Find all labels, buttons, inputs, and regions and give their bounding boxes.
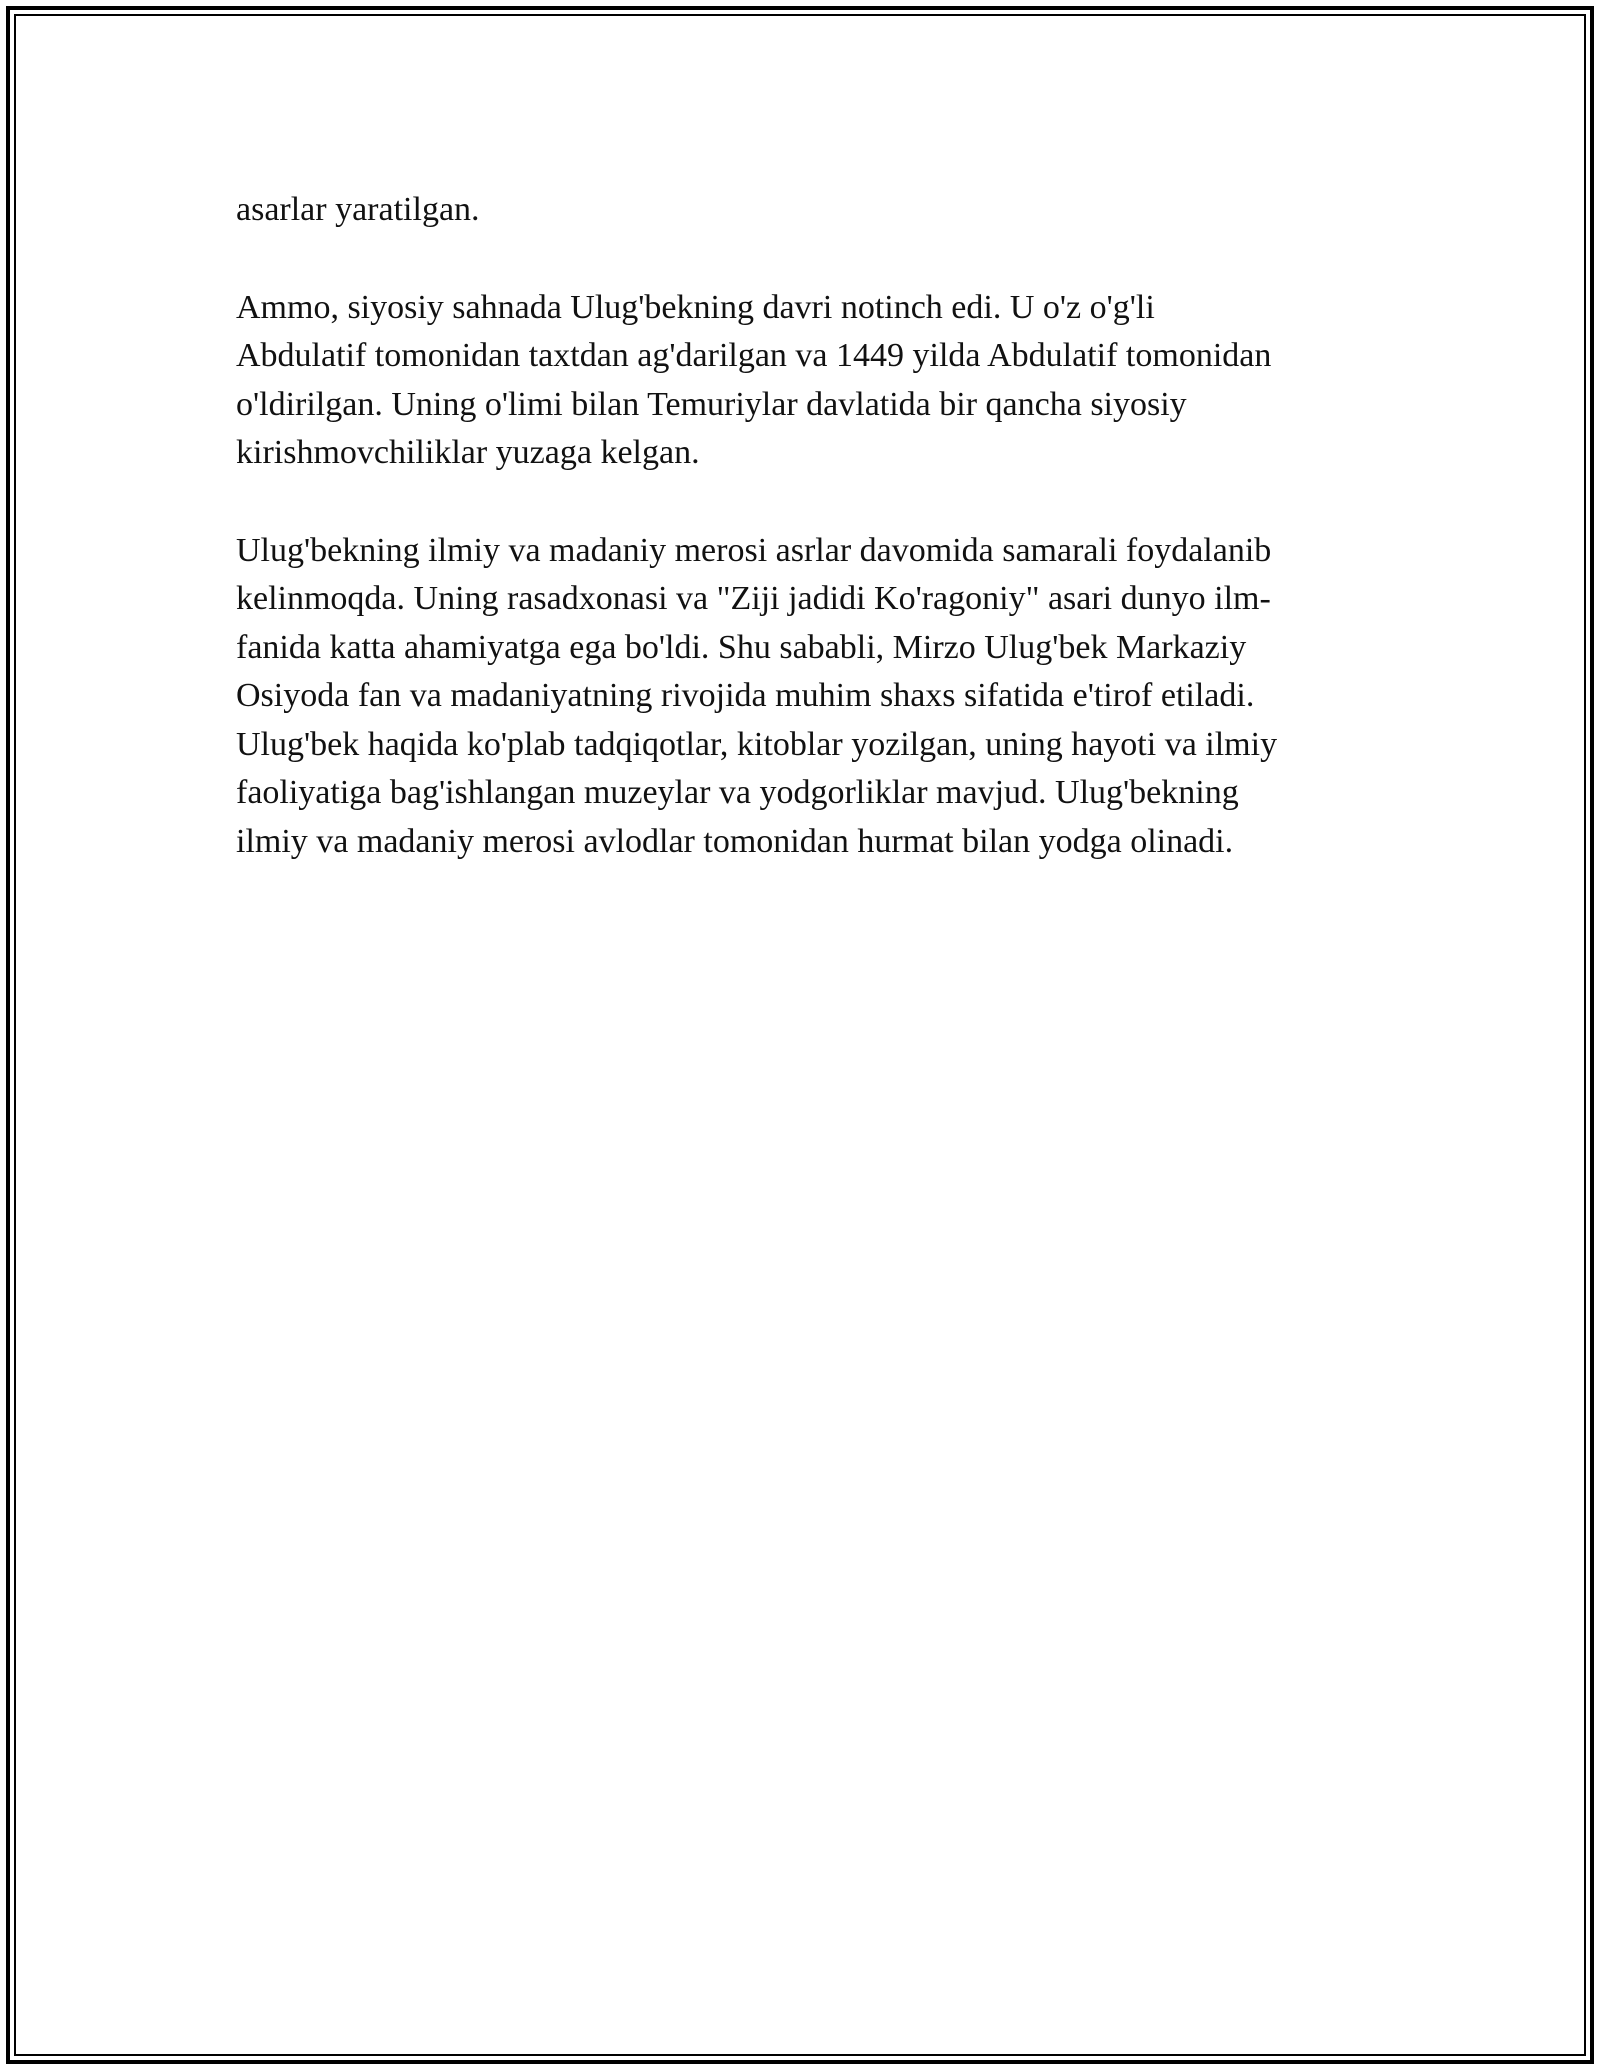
paragraph-3: Ulug'bekning ilmiy va madaniy merosi asrlar davomida samarali foydalanib kelinmoqda. Uning rasadxonasi va "Ziji jadidi Ko'ragoniy" asari dunyo ilm- fanida katta ahamiyatga ega bo'ldi. Shu sababli, Mirzo Ulug'bek Markaziy Osiyoda fan va madaniyatning rivojida muhim shaxs sifatida e'tirof etiladi. Ulug'bek haqida ko'plab tadqiqotlar, kitoblar yozilgan, uning hayoti va ilmiy faoliyatiga bag'ishlangan muzeylar va yodgorliklar mavjud. Ulug'bekning ilmiy va madaniy merosi avlodlar tomonidan hurmat bilan yodga olinadi. [236,531,1278,860]
paragraph-1: asarlar yaratilgan. [236,191,480,228]
document-body [236,186,1376,915]
paragraph-2: Ammo, siyosiy sahnada Ulug'bekning davri notinch edi. U o'z o'g'li Abdulatif tomonidan taxtdan ag'darilgan va 1449 yilda Abdulatif tomonidan o'ldirilgan. Uning o'limi bilan Temuriylar davlatida bir qancha siyosiy kirishmovchiliklar yuzaga kelgan. [236,288,1272,471]
